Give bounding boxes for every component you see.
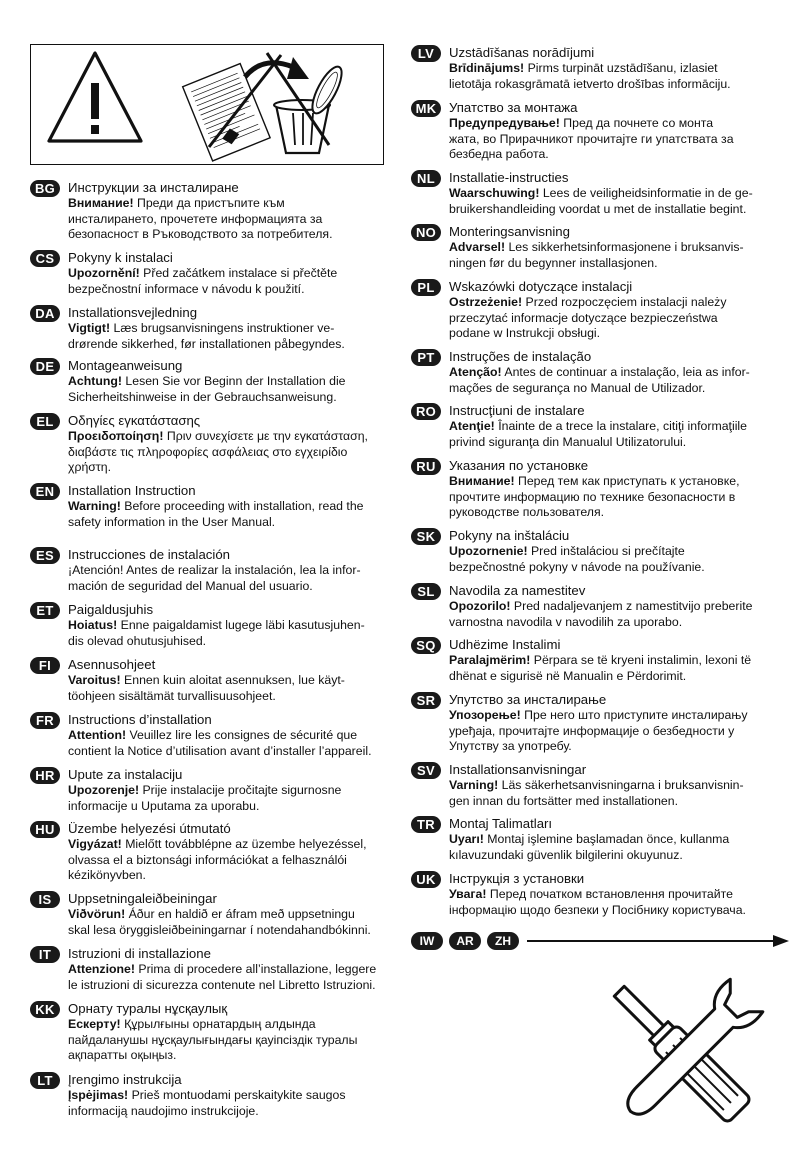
lang-badge-fi: FI bbox=[30, 657, 60, 674]
warning-label: Varoitus! bbox=[68, 673, 121, 687]
warning-label: Atenção! bbox=[449, 365, 502, 379]
lang-badge-is: IS bbox=[30, 891, 60, 908]
instruction-text: bruikershandleiding voordat u met de installatie begint. bbox=[449, 201, 747, 216]
instruction-text: gen innan du fortsätter med installationen. bbox=[449, 793, 679, 808]
instruction-text: Before proceeding with installation, read the bbox=[124, 499, 364, 513]
instruction-line bbox=[68, 689, 408, 705]
instruction-title: Įrengimo instrukcija bbox=[68, 1072, 182, 1087]
instruction-line bbox=[449, 202, 789, 218]
warning-label: Atenţie! bbox=[449, 419, 495, 433]
instruction-line bbox=[68, 321, 408, 337]
instruction-text: Pred inštaláciou si prečítajte bbox=[530, 544, 685, 558]
warning-label: Upozorenje! bbox=[68, 783, 140, 797]
instruction-body bbox=[449, 116, 789, 163]
instruction-line bbox=[68, 962, 408, 978]
instruction-line bbox=[449, 116, 789, 132]
instruction-line bbox=[68, 429, 408, 445]
instruction-line bbox=[68, 673, 408, 689]
instruction-line bbox=[449, 599, 789, 615]
instruction-title: Udhëzime Instalimi bbox=[449, 637, 561, 652]
lang-badge-bg: BG bbox=[30, 180, 60, 197]
instruction-line bbox=[68, 728, 408, 744]
warning-label: Warning! bbox=[68, 499, 121, 513]
instruction-line bbox=[68, 853, 408, 869]
instruction-text: Montaj işlemine başlamadan önce, kullanma bbox=[487, 832, 730, 846]
instruction-line bbox=[68, 579, 408, 595]
warning-label: Attention! bbox=[68, 728, 127, 742]
instruction-body bbox=[449, 653, 789, 684]
instruction-text: Enne paigaldamist lugege läbi kasutusjuhen- bbox=[120, 618, 365, 632]
instruction-line bbox=[68, 1017, 408, 1033]
lang-badge-lv: LV bbox=[411, 45, 441, 62]
instruction-title: Упатство за монтажа bbox=[449, 100, 578, 115]
instruction-line bbox=[449, 474, 789, 490]
extra-languages bbox=[411, 932, 791, 952]
instruction-title: Installation Instruction bbox=[68, 483, 196, 498]
instruction-line bbox=[449, 295, 789, 311]
instruction-text: mações de segurança no Manual de Utilizador. bbox=[449, 380, 706, 395]
instruction-text: contient la Notice d’utilisation avant d’installer l’appareil. bbox=[68, 743, 372, 758]
instruction-body bbox=[68, 374, 408, 405]
instruction-text: безопасност в Ръководството за потребителя. bbox=[68, 227, 333, 241]
instruction-line bbox=[449, 724, 789, 740]
instruction-line bbox=[68, 196, 408, 212]
manual-into-bin-icon bbox=[183, 53, 347, 161]
instruction-line bbox=[449, 490, 789, 506]
instruction-text: Prije instalacije pročitajte sigurnosne bbox=[142, 783, 342, 797]
instruction-body bbox=[449, 778, 789, 809]
instruction-text: Înainte de a trece la instalare, citiţi informaţiile bbox=[498, 419, 747, 433]
warning-label: Achtung! bbox=[68, 374, 122, 388]
instruction-text: Před začátkem instalace si přečtěte bbox=[143, 266, 338, 280]
instruction-text: Pirms turpināt uzstādīšanu, izlasiet bbox=[527, 61, 718, 75]
instruction-text: Құрылғыны орнатардың алдында bbox=[124, 1017, 316, 1031]
instruction-line bbox=[68, 837, 408, 853]
instruction-body bbox=[449, 419, 789, 450]
lang-badge-pl: PL bbox=[411, 279, 441, 296]
instruction-body bbox=[68, 1088, 408, 1119]
instruction-text: Prieš montuodami perskaitykite saugos bbox=[131, 1088, 346, 1102]
lang-badge-sr: SR bbox=[411, 692, 441, 709]
warning-label: Упозорење! bbox=[449, 708, 521, 722]
lang-badge-no: NO bbox=[411, 224, 441, 241]
lang-badge-mk: MK bbox=[411, 100, 441, 117]
instruction-line bbox=[449, 832, 789, 848]
warning-triangle-icon bbox=[49, 53, 141, 141]
warning-label: Varning! bbox=[449, 778, 499, 792]
instruction-text: Ennen kuin aloitat asennuksen, lue käyt- bbox=[124, 673, 345, 687]
instruction-text: skal lesa öryggisleiðbeiningarnar í notendahandbókinni. bbox=[68, 922, 371, 937]
instruction-line bbox=[449, 615, 789, 631]
lang-badge-ro: RO bbox=[411, 403, 441, 420]
instruction-line bbox=[68, 212, 408, 228]
instruction-text: kézikönyvben. bbox=[68, 868, 146, 882]
instruction-line bbox=[449, 653, 789, 669]
instruction-body bbox=[68, 618, 408, 649]
lang-badge-pt: PT bbox=[411, 349, 441, 366]
instruction-line bbox=[449, 505, 789, 521]
instruction-body bbox=[449, 832, 789, 863]
instruction-title: Instruções de instalação bbox=[449, 349, 592, 364]
instruction-text: жата, во Прирачникот прочитајте ги упатствата за bbox=[449, 131, 734, 146]
wrench-screwdriver-icon bbox=[590, 962, 780, 1147]
instruction-body bbox=[449, 599, 789, 630]
instruction-title: Uppsetningaleiðbeiningar bbox=[68, 891, 217, 906]
warning-label: Upozornění! bbox=[68, 266, 140, 280]
instruction-text: le istruzioni di sicurezza contenute nel Libretto Istruzioni. bbox=[68, 977, 376, 992]
instruction-text: varnostna navodila v navodilih za uporabo. bbox=[449, 614, 683, 629]
warning-label: Предупредување! bbox=[449, 116, 560, 130]
instruction-title: Navodila za namestitev bbox=[449, 583, 586, 598]
warning-label: Įspėjimas! bbox=[68, 1088, 129, 1102]
instruction-text: kılavuzundaki güvenlik bilgilerini okuyunuz. bbox=[449, 847, 683, 862]
instruction-line bbox=[68, 634, 408, 650]
instruction-line bbox=[68, 460, 408, 476]
lang-badge-hu: HU bbox=[30, 821, 60, 838]
instruction-text: Veuillez lire les consignes de sécurité que bbox=[129, 728, 358, 742]
instruction-title: Упутство за инсталирање bbox=[449, 692, 607, 707]
instruction-text: informaciją naudojimo instrukcijoje. bbox=[68, 1103, 259, 1118]
instruction-text: Mielőtt továbblépne az üzembe helyezéssel, bbox=[125, 837, 367, 851]
instruction-title: Pokyny na inštaláciu bbox=[449, 528, 570, 543]
instruction-body bbox=[68, 673, 408, 704]
instruction-text: χρήστη. bbox=[68, 460, 111, 474]
instruction-line bbox=[449, 669, 789, 685]
warning-label: Brīdinājums! bbox=[449, 61, 525, 75]
instruction-text: podane w Instrukcji obsługi. bbox=[449, 326, 601, 340]
instruction-line bbox=[449, 887, 789, 903]
instruction-title: Pokyny k instalaci bbox=[68, 250, 173, 265]
instruction-line bbox=[68, 868, 408, 884]
instruction-line bbox=[68, 390, 408, 406]
instruction-title: Monteringsanvisning bbox=[449, 224, 570, 239]
instruction-title: Upute za instalaciju bbox=[68, 767, 183, 782]
instruction-body bbox=[68, 907, 408, 938]
warning-label: Vigyázat! bbox=[68, 837, 122, 851]
instruction-body bbox=[68, 429, 408, 476]
instruction-line bbox=[449, 708, 789, 724]
instruction-text: Læs brugsanvisningens instruktioner ve- bbox=[113, 321, 335, 335]
lang-badge-uk: UK bbox=[411, 871, 441, 888]
lang-badge-el: EL bbox=[30, 413, 60, 430]
warning-label: Увага! bbox=[449, 887, 487, 901]
instruction-line bbox=[68, 282, 408, 298]
warning-label: Viðvörun! bbox=[68, 907, 126, 921]
warning-label: Uyarı! bbox=[449, 832, 484, 846]
instruction-text: уређаја, прочитајте информације о безбедности у bbox=[449, 723, 735, 738]
instruction-text: прочтите информацию по технике безопасности в bbox=[449, 489, 736, 504]
warning-label: Waarschuwing! bbox=[449, 186, 540, 200]
instruction-body bbox=[68, 499, 408, 530]
instruction-text: Läs säkerhetsanvisningarna i bruksanvisnin- bbox=[501, 778, 744, 792]
instruction-text: пайдаланушы нұсқаулығындағы қауіпсіздік туралы bbox=[68, 1032, 358, 1047]
instruction-text: инсталирането, прочетете информацията за bbox=[68, 211, 323, 226]
instruction-title: Інструкція з установки bbox=[449, 871, 585, 886]
instruction-body bbox=[68, 728, 408, 759]
instruction-line bbox=[449, 560, 789, 576]
instruction-title: Montageanweisung bbox=[68, 358, 183, 373]
instruction-line bbox=[449, 326, 789, 342]
instruction-body bbox=[68, 321, 408, 352]
instruction-text: Përpara se të kryeni instalimin, lexoni të bbox=[533, 653, 752, 667]
instruction-line bbox=[449, 77, 789, 93]
instruction-body bbox=[449, 186, 789, 217]
instruction-title: Asennusohjeet bbox=[68, 657, 156, 672]
warning-label: Внимание! bbox=[449, 474, 515, 488]
instruction-line bbox=[68, 907, 408, 923]
instruction-title: Instrucciones de instalación bbox=[68, 547, 231, 562]
instruction-text: drørende sikkerhed, før installationen påbegyndes. bbox=[68, 336, 345, 351]
instruction-line bbox=[68, 1033, 408, 1049]
instruction-title: Uzstādīšanas norādījumi bbox=[449, 45, 595, 60]
instruction-line bbox=[68, 799, 408, 815]
lang-badge-nl: NL bbox=[411, 170, 441, 187]
warning-illustration bbox=[31, 45, 383, 164]
instruction-line bbox=[449, 903, 789, 919]
instruction-text: olvassa el a biztonsági információkat a felhasználói bbox=[68, 852, 347, 867]
warning-label: Ескерту! bbox=[68, 1017, 121, 1031]
instruction-line bbox=[68, 499, 408, 515]
lang-badge-iw: IW bbox=[411, 932, 443, 950]
instruction-title: Istruzioni di installazione bbox=[68, 946, 211, 961]
instruction-line bbox=[68, 744, 408, 760]
instruction-text: Antes de continuar a instalação, leia as infor- bbox=[504, 365, 750, 379]
instruction-text: ¡Atención! Antes de realizar la instalación, lea la infor- bbox=[68, 563, 361, 577]
instruction-text: mación de seguridad del Manual del usuario. bbox=[68, 578, 313, 593]
instruction-line bbox=[68, 445, 408, 461]
warning-label: Hoiatus! bbox=[68, 618, 118, 632]
instruction-title: Installationsanvisningar bbox=[449, 762, 587, 777]
instruction-text: Áður en haldið er áfram með uppsetningu bbox=[128, 907, 355, 921]
instruction-line bbox=[68, 618, 408, 634]
warning-label: Opozorilo! bbox=[449, 599, 511, 613]
instruction-body bbox=[449, 365, 789, 396]
lang-badge-sq: SQ bbox=[411, 637, 441, 654]
instruction-title: Инструкции за инсталиране bbox=[68, 180, 239, 195]
instruction-text: Les sikkerhetsinformasjonene i bruksanvis- bbox=[508, 240, 744, 254]
instruction-body bbox=[449, 544, 789, 575]
instruction-text: Преди да пристъпите към bbox=[136, 196, 285, 210]
lang-badge-ru: RU bbox=[411, 458, 441, 475]
warning-label: Paralajmërim! bbox=[449, 653, 531, 667]
instruction-text: Πριν συνεχίσετε με την εγκατάσταση, bbox=[166, 429, 368, 443]
instruction-line bbox=[68, 923, 408, 939]
warning-label: Внимание! bbox=[68, 196, 134, 210]
instruction-title: Installatie-instructies bbox=[449, 170, 569, 185]
instruction-line bbox=[68, 227, 408, 243]
instruction-title: Οδηγίες εγκατάστασης bbox=[68, 413, 201, 428]
instruction-line bbox=[449, 132, 789, 148]
instruction-line bbox=[449, 256, 789, 272]
instruction-text: przeczytać informacje dotyczące bezpieczeństwa bbox=[449, 310, 718, 325]
instruction-line bbox=[449, 739, 789, 755]
instruction-text: Перед початком встановлення прочитайте bbox=[489, 887, 733, 901]
instruction-line bbox=[449, 311, 789, 327]
instruction-title: Указания по установке bbox=[449, 458, 589, 473]
instruction-text: privind siguranţa din Manualul Utilizatorului. bbox=[449, 434, 687, 449]
lang-badge-fr: FR bbox=[30, 712, 60, 729]
instruction-text: інформацію щодо безпеки у Посібнику користувача. bbox=[449, 902, 746, 917]
warning-label: Upozornenie! bbox=[449, 544, 528, 558]
instruction-line bbox=[449, 365, 789, 381]
instruction-text: Lees de veiligheidsinformatie in de ge- bbox=[542, 186, 753, 200]
lang-badge-kk: KK bbox=[30, 1001, 60, 1018]
instruction-text: Перед тем как приступать к установке, bbox=[517, 474, 740, 488]
instruction-text: Упутству за употребу. bbox=[449, 739, 572, 753]
lang-badge-da: DA bbox=[30, 305, 60, 322]
warning-illustration-box bbox=[30, 44, 384, 165]
lang-badge-tr: TR bbox=[411, 816, 441, 833]
instruction-body bbox=[449, 708, 789, 755]
instruction-line bbox=[68, 1088, 408, 1104]
instruction-line bbox=[68, 515, 408, 531]
instruction-title: Wskazówki dotyczące instalacji bbox=[449, 279, 633, 294]
warning-label: Προειδοποίηση! bbox=[68, 429, 164, 443]
instruction-line bbox=[449, 848, 789, 864]
instruction-title: Instrucţiuni de instalare bbox=[449, 403, 585, 418]
instruction-text: безбедна работа. bbox=[449, 147, 549, 161]
instruction-title: Installationsvejledning bbox=[68, 305, 198, 320]
instruction-text: Pred nadaljevanjem z namestitvijo preberite bbox=[513, 599, 753, 613]
instruction-text: Пред да почнете со монта bbox=[563, 116, 714, 130]
instruction-body bbox=[449, 474, 789, 521]
instruction-line bbox=[449, 147, 789, 163]
lang-badge-ar: AR bbox=[449, 932, 481, 950]
instruction-body bbox=[68, 783, 408, 814]
instruction-title: Орнату туралы нұсқаулық bbox=[68, 1001, 228, 1016]
instruction-line bbox=[449, 778, 789, 794]
lang-badge-cs: CS bbox=[30, 250, 60, 267]
instruction-body bbox=[68, 563, 408, 594]
lang-badge-it: IT bbox=[30, 946, 60, 963]
instruction-body bbox=[449, 61, 789, 92]
instruction-line bbox=[68, 374, 408, 390]
instruction-text: руководстве пользователя. bbox=[449, 505, 605, 519]
warning-label: Ostrzeżenie! bbox=[449, 295, 523, 309]
instruction-line bbox=[449, 544, 789, 560]
instruction-body bbox=[68, 1017, 408, 1064]
warning-label: Vigtigt! bbox=[68, 321, 111, 335]
arrow-right-icon bbox=[525, 934, 791, 948]
instruction-title: Montaj Talimatları bbox=[449, 816, 553, 831]
instruction-text: informacije u Uputama za uporabu. bbox=[68, 798, 260, 813]
instruction-line bbox=[68, 337, 408, 353]
instruction-text: ningen før du begynner installasjonen. bbox=[449, 255, 658, 270]
instruction-line bbox=[68, 563, 408, 579]
instruction-body bbox=[449, 240, 789, 271]
instruction-text: bezpečnostní informace v návodu k použití. bbox=[68, 281, 305, 296]
instruction-text: safety information in the User Manual. bbox=[68, 514, 276, 529]
instruction-text: διαβάστε τις πληροφορίες ασφάλειας στο εγχειρίδιο bbox=[68, 444, 348, 459]
instruction-line bbox=[449, 794, 789, 810]
instruction-title: Üzembe helyezési útmutató bbox=[68, 821, 231, 836]
instruction-text: Пре него што приступите инсталирању bbox=[524, 708, 748, 722]
lang-badge-sk: SK bbox=[411, 528, 441, 545]
lang-badge-zh: ZH bbox=[487, 932, 519, 950]
instruction-body bbox=[68, 962, 408, 993]
instruction-title: Instructions d’installation bbox=[68, 712, 212, 727]
instruction-line bbox=[449, 435, 789, 451]
instruction-body bbox=[68, 837, 408, 884]
lang-badge-en: EN bbox=[30, 483, 60, 500]
instruction-body bbox=[68, 196, 408, 243]
instruction-text: dhënat e sigurisë në Manualin e Përdorimit. bbox=[449, 668, 687, 683]
lang-badge-et: ET bbox=[30, 602, 60, 619]
instruction-line bbox=[68, 978, 408, 994]
lang-badge-hr: HR bbox=[30, 767, 60, 784]
lang-badge-lt: LT bbox=[30, 1072, 60, 1089]
instruction-title: Paigaldusjuhis bbox=[68, 602, 154, 617]
instruction-line bbox=[449, 186, 789, 202]
instruction-line bbox=[68, 1048, 408, 1064]
instruction-text: Przed rozpoczęciem instalacji należy bbox=[525, 295, 727, 309]
instruction-line bbox=[68, 783, 408, 799]
instruction-line bbox=[449, 381, 789, 397]
lang-badge-sl: SL bbox=[411, 583, 441, 600]
instruction-text: Prima di procedere all’installazione, leggere bbox=[138, 962, 377, 976]
instruction-line bbox=[68, 266, 408, 282]
lang-badge-sv: SV bbox=[411, 762, 441, 779]
instruction-text: töohjeen sisältämät turvallisuusohjeet. bbox=[68, 688, 276, 703]
lang-badge-es: ES bbox=[30, 547, 60, 564]
instruction-text: Sicherheitshinweise in der Gebrauchsanweisung. bbox=[68, 389, 337, 404]
instruction-text: lietotāja rokasgrāmatā ietverto drošības informāciju. bbox=[449, 76, 731, 91]
lang-badge-de: DE bbox=[30, 358, 60, 375]
instruction-line bbox=[449, 419, 789, 435]
instruction-body bbox=[68, 266, 408, 297]
instruction-text: dis olevad ohutusjuhised. bbox=[68, 633, 207, 648]
instruction-text: bezpečnostné pokyny v návode na používanie. bbox=[449, 559, 705, 574]
warning-label: Attenzione! bbox=[68, 962, 135, 976]
warning-label: Advarsel! bbox=[449, 240, 506, 254]
instruction-line bbox=[68, 1104, 408, 1120]
instruction-line bbox=[449, 240, 789, 256]
instruction-text: Lesen Sie vor Beginn der Installation die bbox=[125, 374, 346, 388]
instruction-text: ақпаратты оқыңыз. bbox=[68, 1048, 177, 1062]
instruction-body bbox=[449, 295, 789, 342]
instruction-line bbox=[449, 61, 789, 77]
instruction-body bbox=[449, 887, 789, 918]
